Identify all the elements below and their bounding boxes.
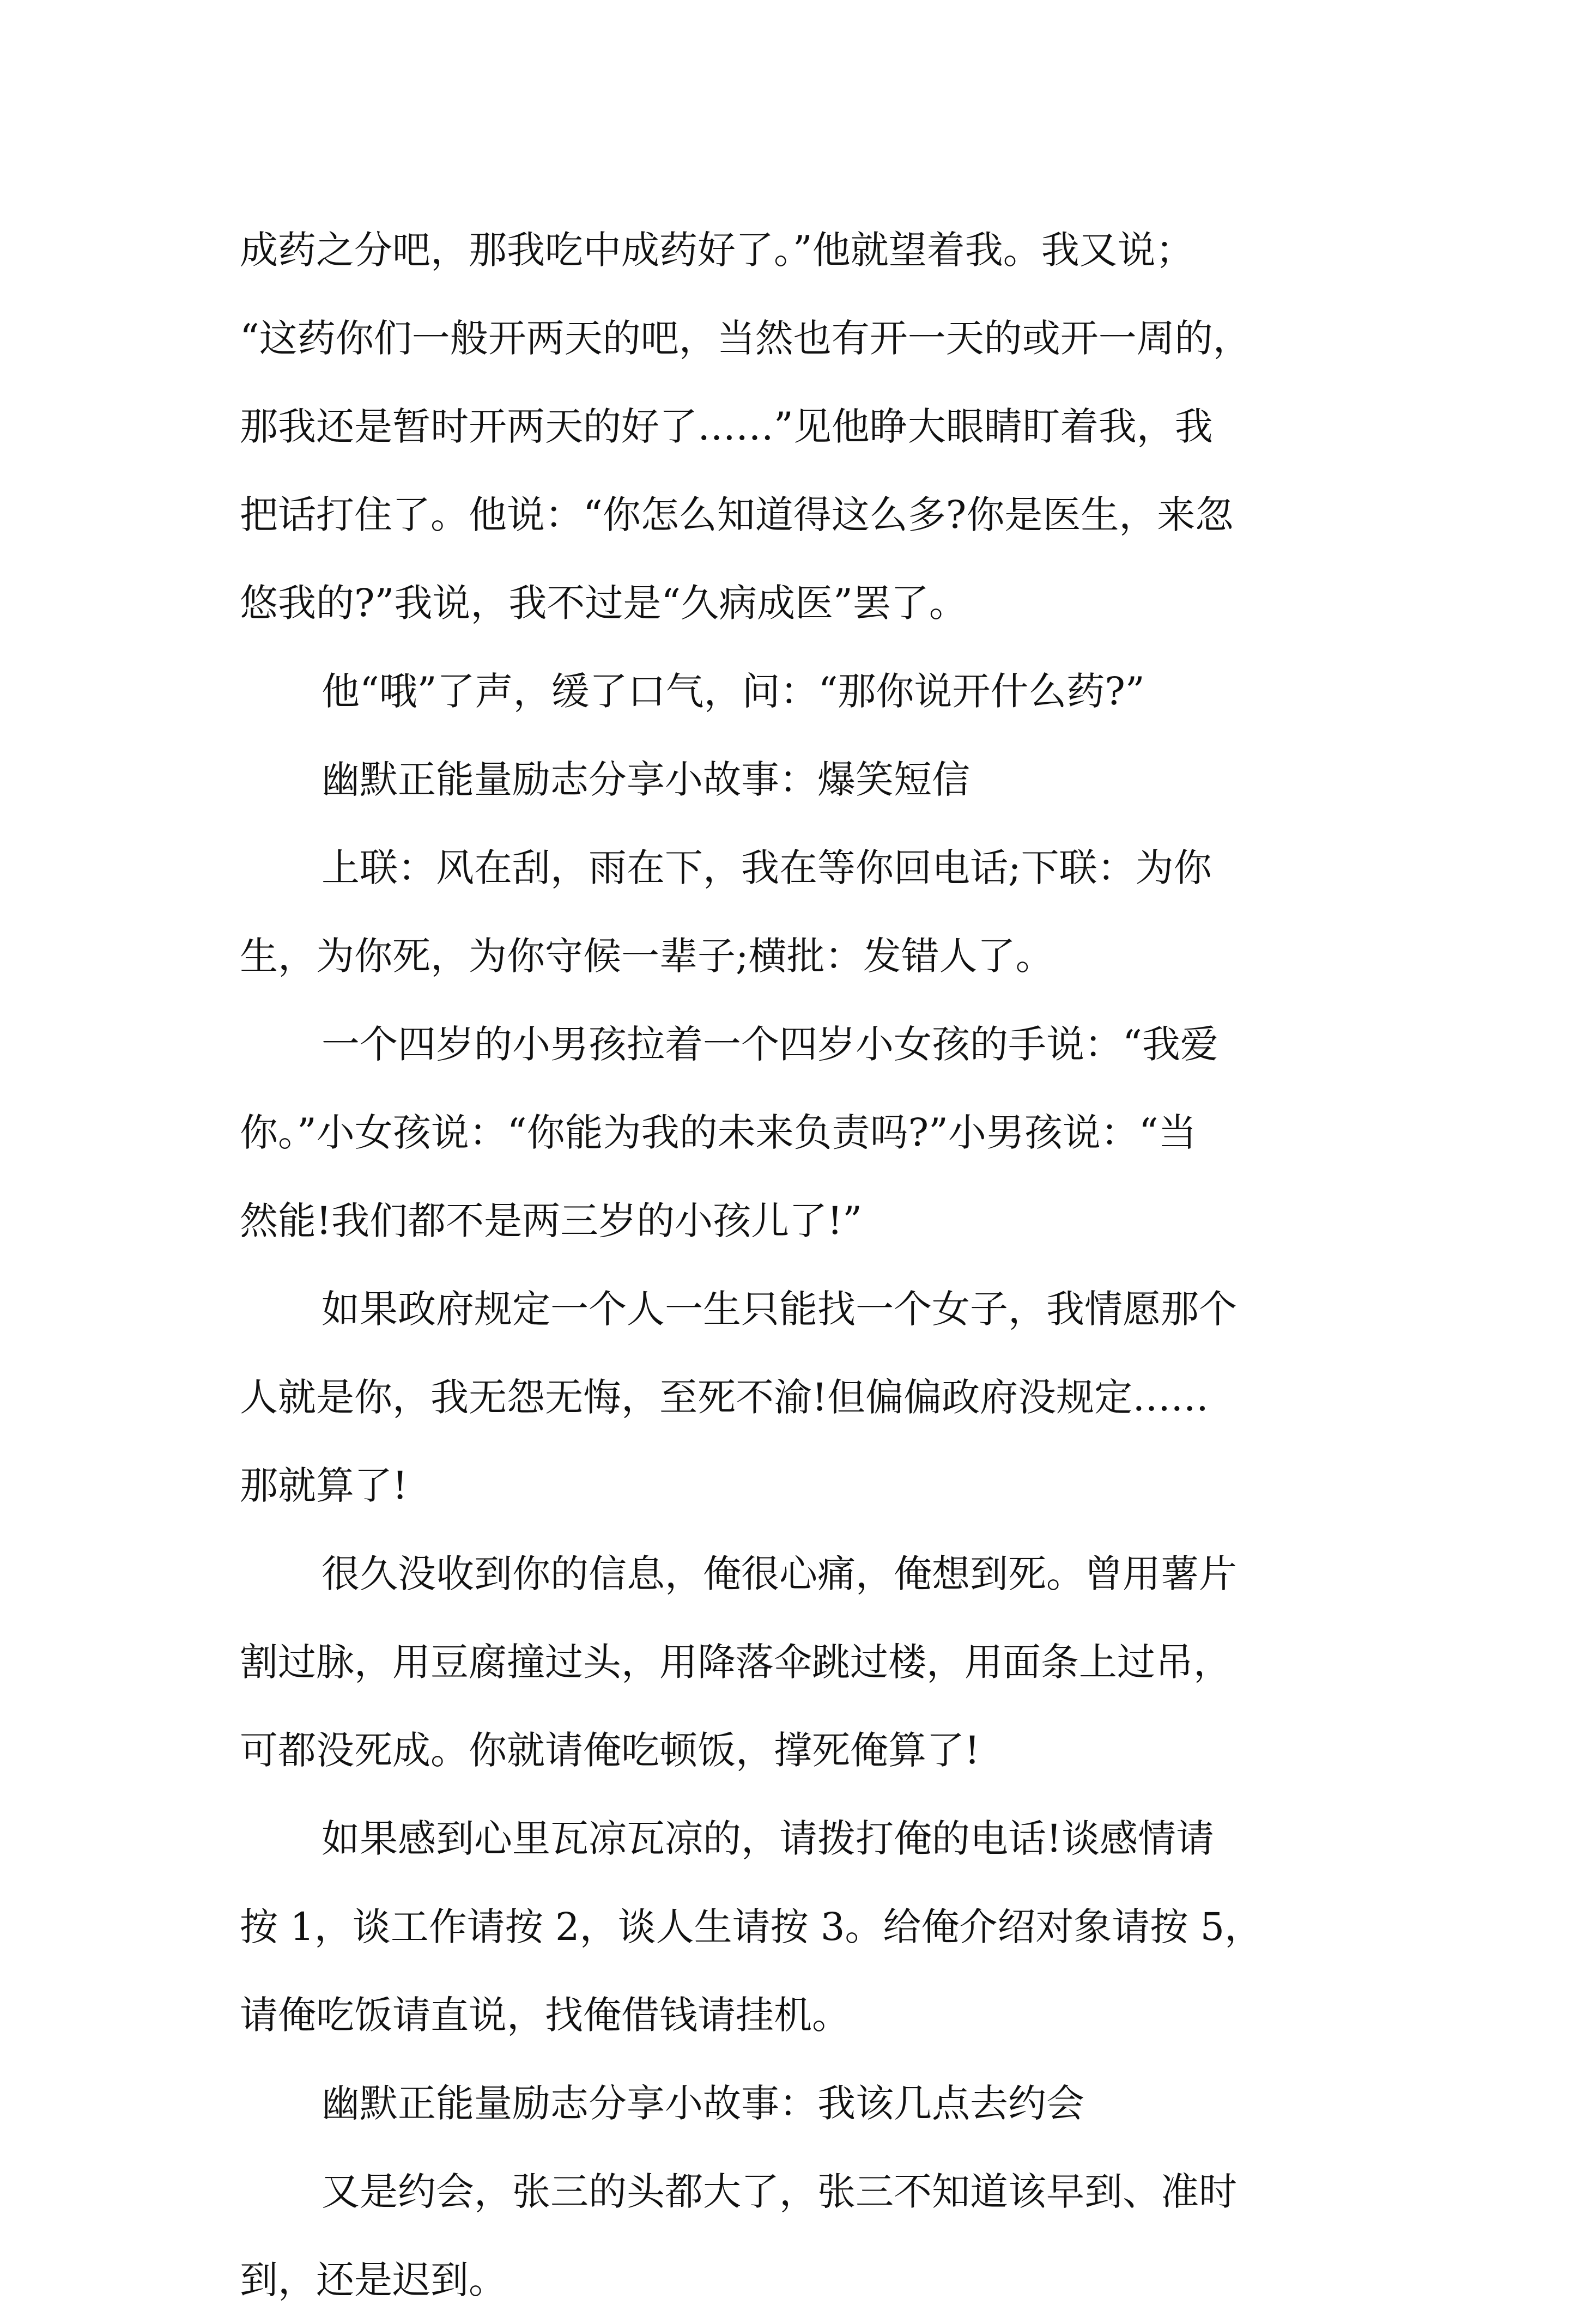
text-line: “这药你们一般开两天的吧，当然也有开一天的或开一周的， <box>240 316 1251 361</box>
text-line: 那就算了! <box>240 1463 408 1508</box>
section-heading: 幽默正能量励志分享小故事：我该几点去约会 <box>322 2081 1084 2126</box>
body-text <box>240 206 1346 2324</box>
text-line: 又是约会，张三的头都大了，张三不知道该早到、准时 <box>322 2169 1237 2214</box>
text-line: 请俺吃饭请直说，找俺借钱请挂机。 <box>240 1993 850 2037</box>
text-line: 那我还是暂时开两天的好了……”见他睁大眼睛盯着我，我 <box>240 404 1213 449</box>
text-line: 按 1，谈工作请按 2，谈人生请按 3。给俺介绍对象请按 5， <box>240 1905 1263 1949</box>
section-heading: 幽默正能量励志分享小故事：爆笑短信 <box>322 757 970 802</box>
text-line: 把话打住了。他说：“你怎么知道得这么多?你是医生，来忽 <box>240 492 1234 537</box>
text-line: 悠我的?”我说，我不过是“久病成医”罢了。 <box>240 581 967 625</box>
text-line: 很久没收到你的信息，俺很心痛，俺想到死。曾用薯片 <box>322 1552 1237 1596</box>
text-line: 你。”小女孩说：“你能为我的未来负责吗?”小男孩说：“当 <box>240 1110 1197 1155</box>
text-line: 他“哦”了声，缓了口气，问：“那你说开什么药?” <box>322 669 1145 714</box>
text-line: 成药之分吧，那我吃中成药好了。”他就望着我。我又说； <box>240 228 1194 272</box>
text-line: 可都没死成。你就请俺吃顿饭，撑死俺算了! <box>240 1728 980 1773</box>
text-line: 人就是你，我无怨无悔，至死不渝!但偏偏政府没规定…… <box>240 1375 1209 1420</box>
text-line: 上联：风在刮，雨在下，我在等你回电话;下联：为你 <box>322 845 1212 890</box>
text-line: 割过脉，用豆腐撞过头，用降落伞跳过楼，用面条上过吊， <box>240 1640 1232 1684</box>
text-line: 然能!我们都不是两三岁的小孩儿了!” <box>240 1198 863 1243</box>
text-line: 到，还是迟到。 <box>240 2258 507 2302</box>
text-line: 一个四岁的小男孩拉着一个四岁小女孩的手说：“我爱 <box>322 1022 1218 1067</box>
text-line: 如果感到心里瓦凉瓦凉的，请拨打俺的电话!谈感情请 <box>322 1816 1215 1861</box>
text-line: 生，为你死，为你守候一辈子;横批：发错人了。 <box>240 934 1054 978</box>
text-line: 如果政府规定一个人一生只能找一个女子，我情愿那个 <box>322 1287 1237 1331</box>
